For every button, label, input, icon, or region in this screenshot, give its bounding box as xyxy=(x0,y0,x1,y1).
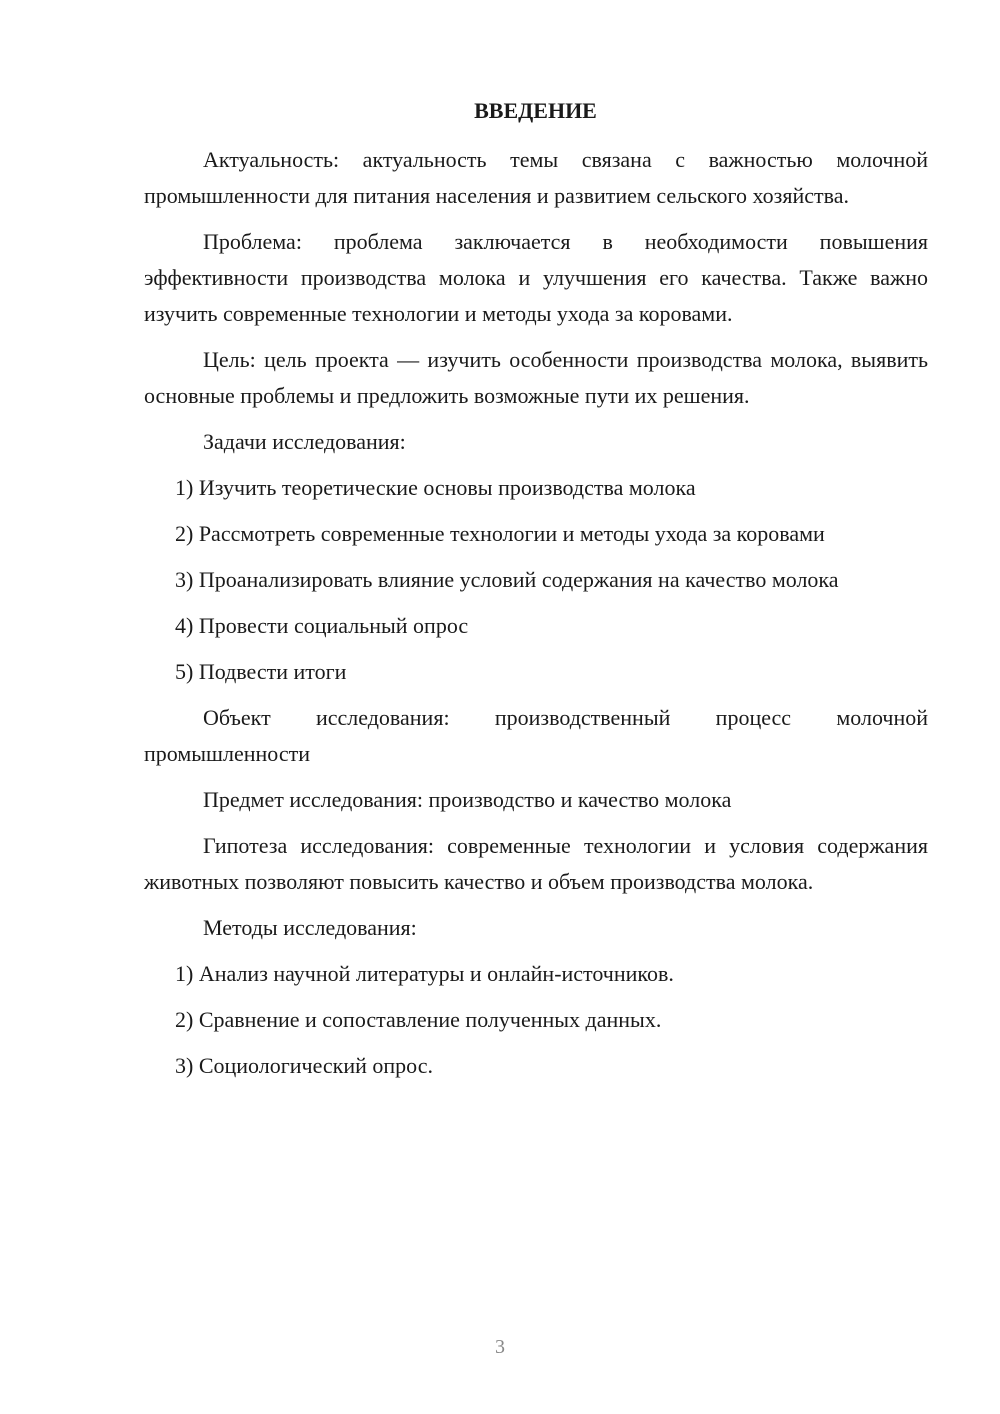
paragraph-hypothesis: Гипотеза исследования: современные технологии и условия содержания животных позволяют повысить качество и объем производства молока. xyxy=(144,833,928,894)
paragraph-object: Объект исследования: производственный процесс молочной промышленности xyxy=(144,705,928,766)
paragraph-relevance: Актуальность: актуальность темы связана с важностью молочной промышленности для питания населения и развитием сельского хозяйства. xyxy=(144,147,928,208)
page-number: 3 xyxy=(495,1336,505,1358)
task-item-1: 1) Изучить теоретические основы производства молока xyxy=(175,475,696,500)
method-item-1: 1) Анализ научной литературы и онлайн-источников. xyxy=(175,961,674,986)
task-item-3: 3) Проанализировать влияние условий содержания на качество молока xyxy=(175,567,839,592)
section-heading: ВВЕДЕНИЕ xyxy=(474,98,597,123)
paragraph-goal: Цель: цель проекта — изучить особенности производства молока, выявить основные проблемы и предложить возможные пути их решения. xyxy=(144,347,928,408)
paragraph-subject: Предмет исследования: производство и качество молока xyxy=(203,787,732,812)
task-item-4: 4) Провести социальный опрос xyxy=(175,613,469,638)
paragraph-methods-heading: Методы исследования: xyxy=(203,915,417,940)
method-item-3: 3) Социологический опрос. xyxy=(175,1053,433,1078)
paragraph-problem: Проблема: проблема заключается в необходимости повышения эффективности производства молока и улучшения его качества. Также важно изучить современные технологии и методы ухода за коровами. xyxy=(144,229,928,326)
task-item-2: 2) Рассмотреть современные технологии и методы ухода за коровами xyxy=(175,521,825,546)
body-text xyxy=(144,142,928,1094)
paragraph-tasks-heading: Задачи исследования: xyxy=(203,429,406,454)
method-item-2: 2) Сравнение и сопоставление полученных данных. xyxy=(175,1007,662,1032)
task-item-5: 5) Подвести итоги xyxy=(175,659,347,684)
